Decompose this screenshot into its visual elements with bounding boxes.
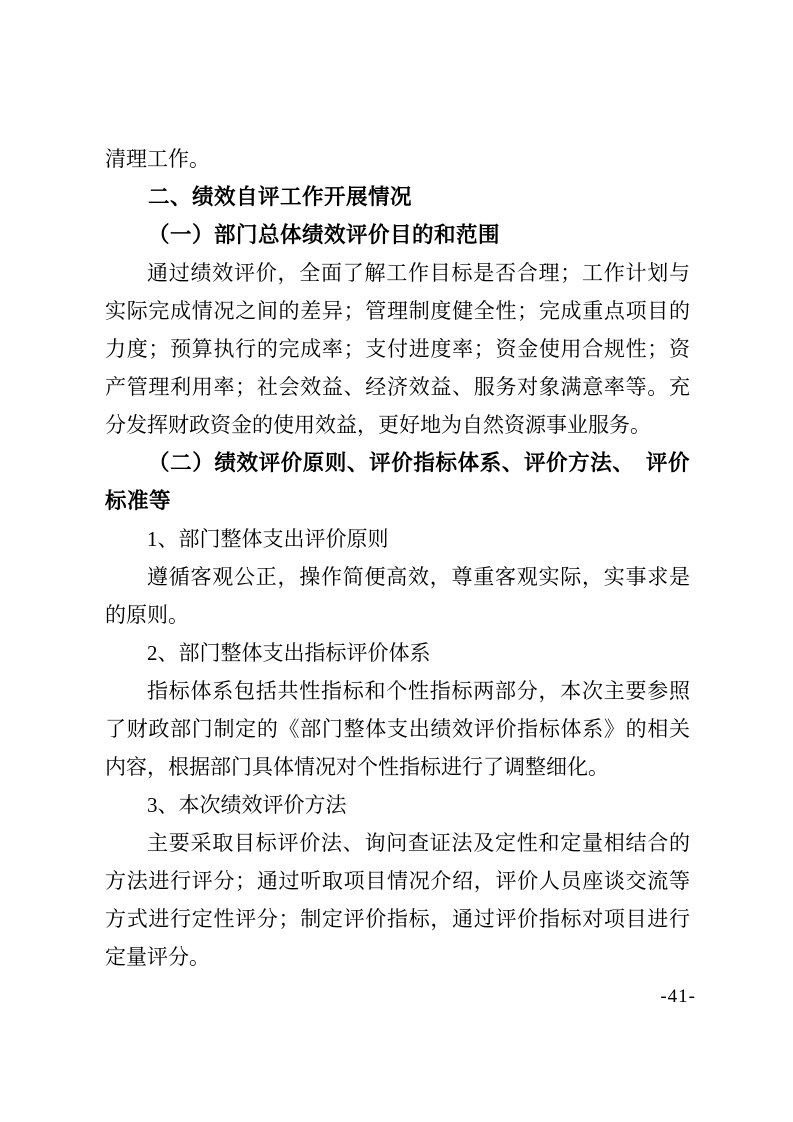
section-heading-2: 二、绩效自评工作开展情况 bbox=[148, 185, 413, 209]
paragraph-evaluation-method: 主要采取目标评价法、询问查证法及定性和定量相结合的方法进行评分；通过听取项目情况介绍，评价人员座谈交流等方式进行定性评分；制定评价指标，通过评价指标对项目进行定量评分。 bbox=[105, 831, 690, 969]
numbered-item-2: 2、部门整体支出指标评价体系 bbox=[147, 641, 431, 665]
page-number: -41- bbox=[660, 986, 696, 1007]
numbered-item-1: 1、部门整体支出评价原则 bbox=[147, 527, 389, 551]
paragraph-principle: 遵循客观公正，操作简便高效，尊重客观实际，实事求是的原则。 bbox=[105, 565, 690, 627]
paragraph-continuation: 清理工作。 bbox=[105, 147, 210, 171]
paragraph-indicator-system: 指标体系包括共性指标和个性指标两部分，本次主要参照了财政部门制定的《部门整体支出绩效评价指标体系》的相关内容，根据部门具体情况对个性指标进行了调整细化。 bbox=[105, 679, 690, 779]
subsection-heading-2-2: （二）绩效评价原则、评价指标体系、评价方法、 评价标准等 bbox=[105, 451, 690, 513]
subsection-heading-2-1: （一）部门总体绩效评价目的和范围 bbox=[148, 223, 501, 247]
numbered-item-3: 3、本次绩效评价方法 bbox=[147, 793, 347, 817]
paragraph-evaluation-purpose: 通过绩效评价，全面了解工作目标是否合理；工作计划与实际完成情况之间的差异；管理制度健全性；完成重点项目的力度；预算执行的完成率；支付进度率；资金使用合规性；资产管理利用率；社会效益、经济效益、服务对象满意率等。充分发挥财政资金的使用效益，更好地为自然资源事业服务。 bbox=[105, 261, 690, 437]
